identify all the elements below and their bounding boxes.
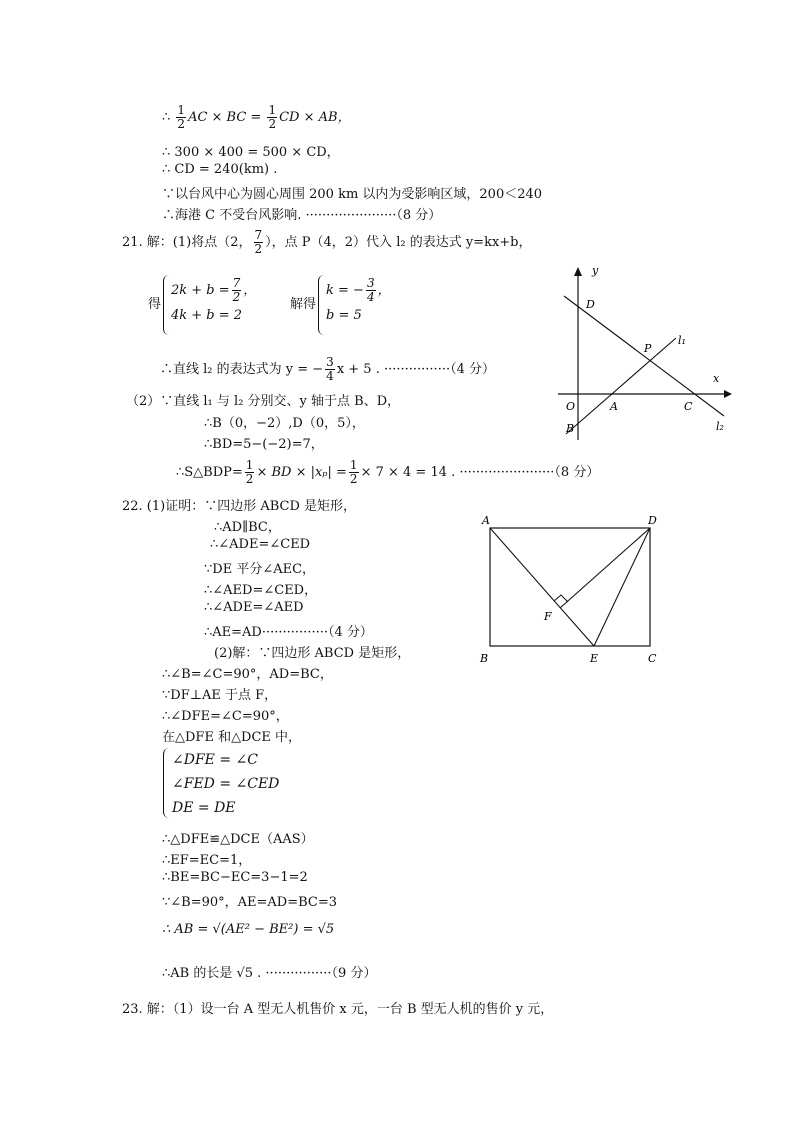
q22-line-7: ∴AE=AD················（4 分） [204,625,373,640]
fraction: $\frac{1}{2}$ [177,103,186,132]
q22-line-18: ∴AB 的长是 √5 . ················（9 分） [162,966,377,981]
label-D: D [586,298,595,311]
q21-part2-line-1: （2）∵直线 l₁ 与 l₂ 分别交、y 轴于点 B、D， [126,394,401,409]
label-A: A [482,514,490,527]
q22-line-6: ∴∠ADE=∠AED [204,600,304,615]
q22-line-10: ∵DF⊥AE 于点 F， [162,688,278,703]
top-line-2: ∴ 300 × 400 = 500 × CD， [162,145,340,160]
label-D: D [648,514,657,527]
q22-line-17: ∴ AB = √(AE² − BE²) = √5 [162,922,335,937]
top-line-1: ∴ $\frac{1}{2}$ AC × BC = $\frac{1}{2}$ CD × AB， [162,103,351,132]
line-l1 [566,338,676,434]
top-line-5: ∴海港 C 不受台风影响. ······················（8 分） [162,208,442,223]
fraction: $\frac{7}{2}$ [254,228,263,257]
q22-line-5: ∴∠AED=∠CED， [204,583,318,598]
q22-rectangle-figure [476,510,676,670]
q22-line-4: ∵DE 平分∠AEC， [204,562,316,577]
q22-system: ∠DFE = ∠C ∠FED = ∠CED DE = DE [172,752,280,816]
label-l1: l₁ [678,334,686,347]
q23-line-1: 23. 解：（1）设一台 A 型无人机售价 x 元，一台 B 型无人机的售价 y 元， [122,1002,554,1017]
q21-system-2: k = − $\frac{3}{4}$ ， b = 5 [326,276,391,324]
x-axis-arrow [724,390,732,398]
brace [163,748,170,818]
fraction: $\frac{3}{4}$ [326,355,334,384]
label-C: C [648,652,657,665]
q21-intro: 21. 解：(1)将点（2， $\frac{7}{2}$ ），点 P（4，2）代入 l₂ 的表达式 y=kx+b， [122,228,532,257]
label-P: P [644,342,652,355]
q22-line-14: ∴EF=EC=1， [162,853,252,868]
label-F: F [544,610,552,623]
q22-line-2: ∴AD∥BC， [214,520,281,535]
q21-jie-label: 解得 [290,297,317,312]
q21-result: ∴直线 l₂ 的表达式为 y = − $\frac{3}{4}$ x + 5 . ················（4 分） [160,355,495,384]
rectangle-ABCD [490,528,650,646]
q21-part2-line-3: ∴BD=5−(−2)=7， [204,437,324,452]
top-line-3: ∴ CD = 240(km) . [162,162,278,177]
label-y: y [592,264,599,277]
line-l2 [564,296,724,416]
q21-coordinate-graph [548,262,748,452]
fraction: $\frac{1}{2}$ [268,103,277,132]
right-angle-mark [554,595,568,602]
label-A: A [610,400,618,413]
label-B: B [480,652,489,665]
q21-system-1: 2k + b = $\frac{7}{2}$ ， 4k + b = 2 [171,276,257,324]
q22-line-1: 22. (1)证明：∵四边形 ABCD 是矩形， [122,499,357,514]
label-x: x [713,372,720,385]
label-E: E [590,652,599,665]
y-axis-arrow [574,267,582,276]
q22-line-13: ∴△DFE≌△DCE（AAS） [162,832,314,847]
q22-line-15: ∴BE=BC−EC=3−1=2 [162,870,308,885]
q21-part2-line-2: ∴B（0，−2）,D（0，5）， [204,416,365,431]
q21-area: ∴S△BDP= $\frac{1}{2}$ × BD × |xₚ| = $\frac{1}{2}$ × 7 × 4 = 14 . ·······················（8 分） [176,458,600,487]
q22-line-12: 在△DFE 和△DCE 中， [162,730,302,745]
label-O: O [566,400,576,413]
segment-DE [594,528,650,646]
segment-AE [490,528,594,646]
q22-line-9: ∴∠B=∠C=90°，AD=BC， [162,667,333,682]
label-C: C [684,400,693,413]
q22-line-3: ∴∠ADE=∠CED [210,537,311,552]
label-l2: l₂ [716,420,724,433]
top-line-4: ∵以台风中心为圆心周围 200 km 以内为受影响区域，200＜240 [162,187,543,202]
brace [163,275,170,335]
q21-de-label: 得 [148,297,162,312]
brace [318,275,325,335]
q22-line-8: (2)解：∵四边形 ABCD 是矩形， [214,646,411,661]
fraction: $\frac{1}{2}$ [349,458,358,487]
q22-line-16: ∵∠B=90°，AE=AD=BC=3 [162,895,338,910]
fraction: $\frac{1}{2}$ [245,458,254,487]
label-B: B [566,422,575,435]
segment-DF [560,528,650,608]
q22-line-11: ∴∠DFE=∠C=90°， [162,709,289,724]
